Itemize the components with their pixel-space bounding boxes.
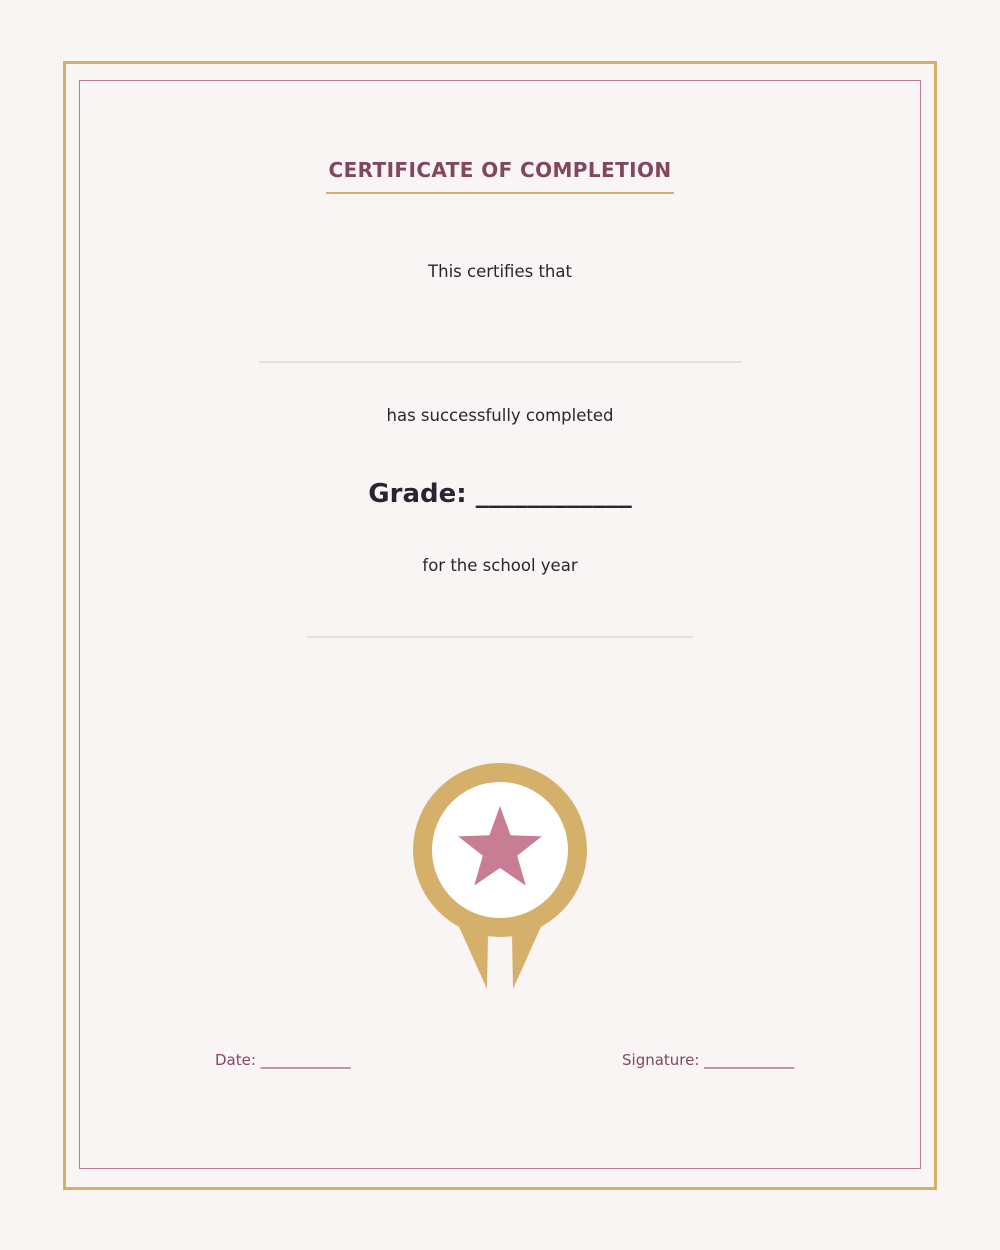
date-field: Date: ____________ <box>215 1051 351 1069</box>
signature-field: Signature: ____________ <box>622 1051 795 1069</box>
title-underline <box>326 192 674 194</box>
school-year-text: for the school year <box>422 556 578 575</box>
grade-field: Grade: ____________ <box>368 479 632 509</box>
certificate-title: CERTIFICATE OF COMPLETION <box>328 158 672 182</box>
recipient-name-line <box>259 361 742 363</box>
completed-text: has successfully completed <box>386 406 614 425</box>
school-year-line <box>307 636 693 638</box>
inner-border <box>79 80 921 1169</box>
star-award-seal-icon <box>410 760 590 995</box>
certifies-text: This certifies that <box>428 262 572 281</box>
